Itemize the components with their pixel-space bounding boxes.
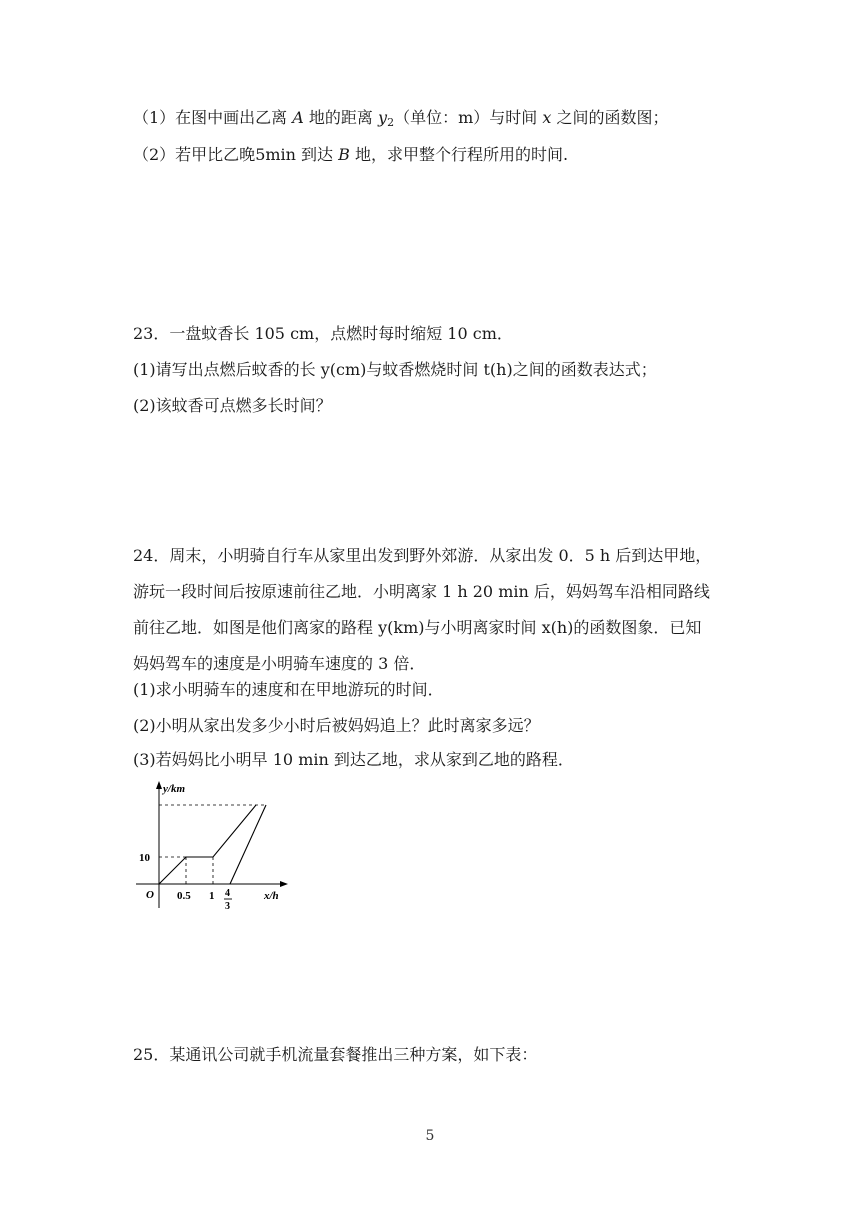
x-axis-label: x/h <box>264 890 279 902</box>
q25-stem: 25．某通讯公司就手机流量套餐推出三种方案，如下表： <box>133 1045 538 1064</box>
y-axis-label: y/km <box>163 783 185 795</box>
var-y: y <box>378 108 388 127</box>
var-x: x <box>542 108 552 127</box>
y-axis-arrow <box>156 781 162 789</box>
page-number: 5 <box>425 1128 435 1144</box>
x-tick-1: 1 <box>209 890 215 902</box>
var-a: A <box>292 108 304 127</box>
mom-line <box>230 805 266 884</box>
y-tick-10: 10 <box>139 852 150 864</box>
q22-part2 <box>133 145 568 165</box>
q24-stem-line-1: 24．周末，小明骑自行车从家里出发到野外郊游．从家出发 0．5 h 后到达甲地， <box>133 546 712 565</box>
origin-label: O <box>146 889 154 901</box>
x-tick-frac-den: 3 <box>225 901 230 912</box>
q24-stem-line-2: 游玩一段时间后按原速前往乙地．小明离家 1 h 20 min 后，妈妈驾车沿相同路线 <box>133 582 710 601</box>
x-tick-frac-num: 4 <box>225 888 230 899</box>
q22-part2-text-c: 地，求甲整个行程所用的时间. <box>349 145 569 164</box>
q22-part2-text-b: 到达 <box>295 145 339 164</box>
q24-stem-line-4: 妈妈驾车的速度是小明骑车速度的 3 倍． <box>133 654 426 673</box>
q22-part1-text-b: 地的距离 <box>303 108 379 127</box>
q22-part2-num: 5 <box>255 145 266 164</box>
xiaoming-line <box>159 805 256 884</box>
distance-time-graph <box>136 778 296 918</box>
q24-part3: (3)若妈妈比小明早 10 min 到达乙地，求从家到乙地的路程． <box>133 750 574 769</box>
q22-part2-unit: min <box>265 145 296 164</box>
q24-part2: (2)小明从家出发多少小时后被妈妈追上？此时离家多远？ <box>133 716 540 735</box>
x-axis-arrow <box>280 881 288 887</box>
q22-part1-text-c: （单位：m）与时间 <box>394 108 543 127</box>
q24-stem-line-3: 前往乙地．如图是他们离家的路程 y(km)与小明离家时间 x(h)的函数图象．已知 <box>133 618 702 637</box>
q23-stem: 23．一盘蚊香长 105 cm，点燃时每时缩短 10 cm． <box>133 324 513 343</box>
q23-part1: (1)请写出点燃后蚊香的长 y(cm)与蚊香燃烧时间 t(h)之间的函数表达式； <box>133 360 657 379</box>
q22-part2-text-a: （2）若甲比乙晚 <box>133 145 256 164</box>
q24-part1: (1)求小明骑车的速度和在甲地游玩的时间． <box>133 680 444 699</box>
q22-part1-text-d: 之间的函数图； <box>551 108 669 127</box>
x-tick-0-5: 0.5 <box>177 890 191 902</box>
q23-part2: (2)该蚊香可点燃多长时间？ <box>133 396 332 415</box>
var-b: B <box>338 145 350 164</box>
q22-part1-text-a: （1）在图中画出乙离 <box>133 108 293 127</box>
var-y-subscript: 2 <box>387 116 395 129</box>
q22-part1 <box>133 108 668 133</box>
